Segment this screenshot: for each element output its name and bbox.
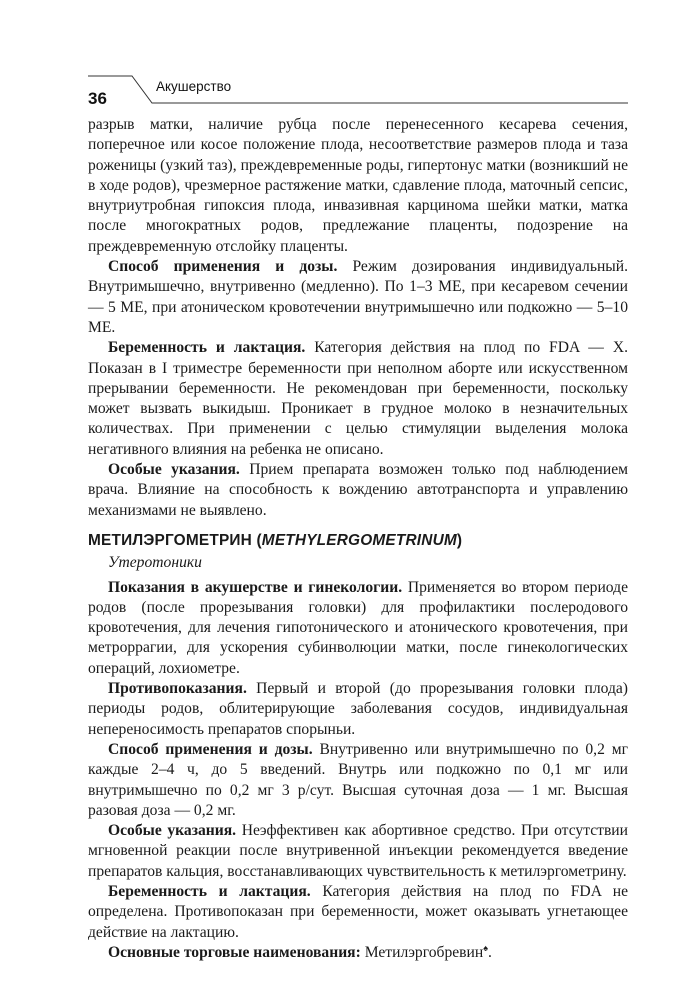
page-body bbox=[88, 115, 628, 963]
section-text: Прием препарата возможен только под наблюдением врача. Влияние на способность к вождению автотранспорта и управлению механизмами не выявлено. bbox=[88, 461, 628, 519]
contraindications-paragraph bbox=[88, 679, 628, 740]
section-text: Первый и второй (до прорезывания головки плода) периоды родов, облитерирующие заболевания сосудов, индивидуальная непереносимость препаратов спорыньи. bbox=[88, 680, 628, 738]
contraindications-continuation: разрыв матки, наличие рубца после перенесенного кесарева сечения, поперечное или косое положение плода, несоответствие размеров плода и таза роженицы (узкий таз), преждевременные роды, гипертонус матки (возникший не в ходе родов), чрезмерное растяжение матки, сдавление плода, маточный сепсис, внутриутробная гипоксия плода, инвазивная карцинома шейки матки, матка после многократных родов, предлежание плаценты, подозрение на преждевременную отслойку плаценты. bbox=[88, 116, 628, 255]
section-heading: Основные торговые наименования: bbox=[108, 943, 361, 961]
trade-name-text: Метилэргобревин bbox=[360, 943, 484, 961]
section-text: Категория действия на плод по FDA — X. Показан в I триместре беременности при неполном аборте или искусственном прерывании беременности. Не рекомендован при беременности, поскольку может вызвать выкидыш. Проникает в грудное молоко в незначительных количествах. При применении с целью стимуляции выделения молока негативного влияния на ребенка не описано. bbox=[88, 339, 628, 458]
drug-title bbox=[88, 531, 628, 551]
trade-mark-symbol: ♠ bbox=[483, 942, 489, 953]
dosage-paragraph bbox=[88, 740, 628, 821]
running-title: Акушерство bbox=[156, 79, 232, 94]
trade-name-end: . bbox=[488, 943, 492, 961]
section-text: Режим дозирования индивидуальный. Внутримышечно, внутривенно (медленно). По 1–3 МЕ, при кесаревом сечении — 5 МЕ, при атоническом кровотечении внутримышечно или подкожно — 5–10 МЕ. bbox=[88, 258, 629, 336]
pregnancy-paragraph bbox=[88, 882, 628, 943]
trade-names-paragraph bbox=[88, 943, 628, 963]
section-text: Категория действия на плод по FDA не определена. Противопоказан при беременности, может оказывать угнетающее действие на лактацию. bbox=[88, 882, 628, 941]
section-text: Неэффективен как абортивное средство. При отсутствии мгновенной реакции после внутривенной инъекции рекомендуется введение препаратов кальция, восстанавливающих чувствительность к метилэргометрину. bbox=[88, 822, 628, 880]
section-text: Применяется во втором периоде родов (после прорезывания головки) для профилактики послеродового кровотечения, для лечения гипотонического и атонического кровотечения, при метроррагии, для ускорения субинволюции матки, после гинекологических операций, лохиометре. bbox=[88, 578, 628, 677]
indications-paragraph bbox=[88, 578, 628, 679]
prev-special-notes-paragraph bbox=[88, 460, 628, 521]
drug-title-ru: МЕТИЛЭРГОМЕТРИН ( bbox=[88, 531, 262, 549]
special-notes-paragraph bbox=[88, 821, 628, 882]
section-heading: Особые указания. bbox=[108, 822, 237, 840]
section-heading: Показания в акушерстве и гинекологии. bbox=[108, 578, 403, 596]
pharmacological-group: Утеротоники bbox=[108, 554, 202, 572]
section-heading: Способ применения и дозы. bbox=[108, 258, 338, 276]
prev-pregnancy-paragraph bbox=[88, 338, 628, 460]
prev-dosage-paragraph bbox=[88, 257, 628, 338]
page-number: 36 bbox=[88, 89, 107, 108]
drug-title-close: ) bbox=[456, 531, 463, 549]
drug-title-latin: METHYLERGOMETRINUM bbox=[261, 531, 457, 549]
section-heading: Особые указания. bbox=[108, 461, 240, 479]
section-heading: Беременность и лактация. bbox=[108, 339, 306, 357]
section-text: Внутривенно или внутримышечно по 0,2 мг каждые 2–4 ч, до 5 введений. Внутрь или подкожно по 0,1 мг или внутримышечно по 0,2 мг 3 р/сут. Высшая суточная доза — 1 мг. Высшая разовая доза — 0,2 мг. bbox=[88, 740, 628, 819]
section-heading: Беременность и лактация. bbox=[108, 882, 311, 900]
section-heading: Противопоказания. bbox=[108, 680, 247, 698]
section-heading: Способ применения и дозы. bbox=[108, 740, 313, 758]
